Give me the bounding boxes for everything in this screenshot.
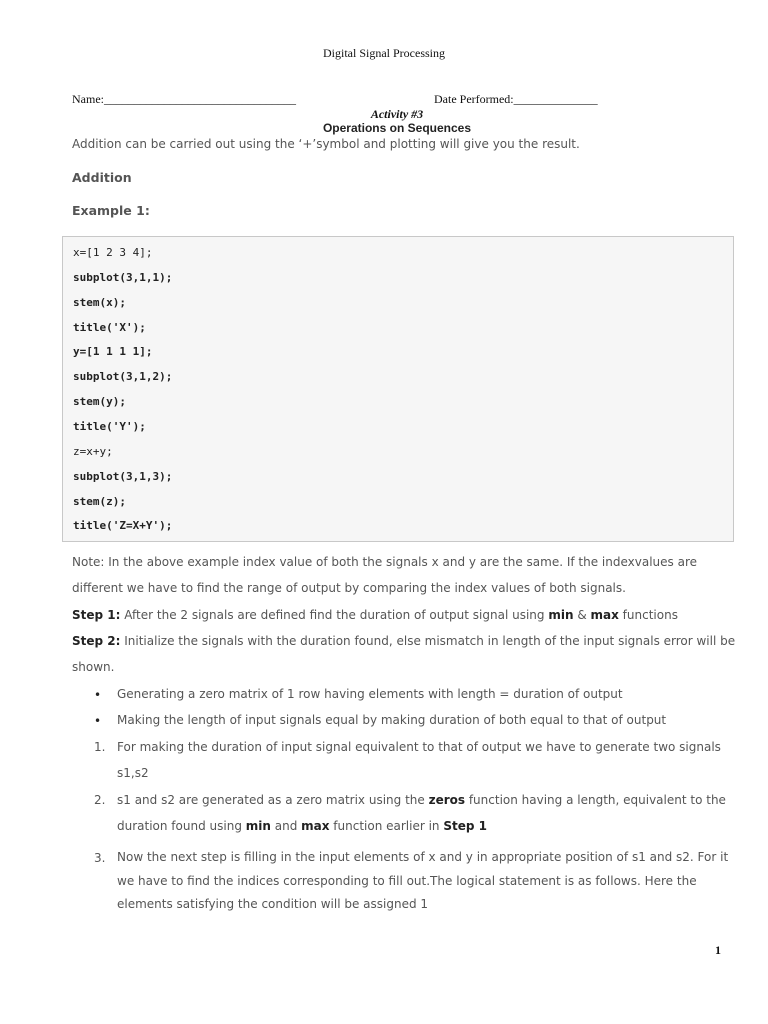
example-heading: Example 1: [72,203,150,218]
code-line: stem(z); [73,495,126,508]
step-1-reference: Step 1 [443,819,487,833]
code-line: stem(y); [73,395,126,408]
note-line-2: different we have to find the range of output by comparing the index values of both signals. [72,581,626,595]
document-title: Digital Signal Processing [323,46,445,60]
date-performed-field [434,92,598,107]
bullet-icon: • [94,688,102,702]
ampersand: & [573,608,591,622]
numbered-item-3-line-3: elements satisfying the condition will be assigned 1 [117,897,429,911]
activity-subtitle: Operations on Sequences [322,121,472,135]
code-block [62,236,734,542]
date-label: Date Performed: [434,92,514,106]
code-line: z=x+y; [73,445,113,458]
min-keyword: min [245,819,271,833]
numbered-item-2-line-1 [117,787,726,813]
item-2-text: duration found using [117,819,246,833]
step-2-label: Step 2: [72,634,121,648]
code-line: subplot(3,1,3); [73,470,173,483]
code-line: title('X'); [73,321,146,334]
code-line: stem(x); [73,296,126,309]
bullet-item: Generating a zero matrix of 1 row having elements with length = duration of output [117,687,623,701]
date-blank: ______________ [513,92,598,106]
max-keyword: max [301,819,330,833]
step-1-text: After the 2 signals are defined find the duration of output signal using [120,608,549,622]
item-2-text: s1 and s2 are generated as a zero matrix using the [117,793,429,807]
step-1-label: Step 1: [72,608,121,622]
code-line: title('Z=X+Y'); [73,519,173,532]
activity-number: Activity #3 [370,107,424,121]
list-number: 2. [94,793,106,807]
step-1-tail: functions [618,608,678,622]
bullet-item: Making the length of input signals equal by making duration of both equal to that of output [117,713,667,727]
step-2-continuation: shown. [72,660,115,674]
numbered-item-1-line-2: s1,s2 [117,766,149,780]
code-line: y=[1 1 1 1]; [73,345,153,358]
page-number: 1 [715,943,721,957]
code-line: title('Y'); [73,420,146,433]
step-2-paragraph [72,628,735,654]
numbered-item-2-line-2 [117,813,487,839]
zeros-keyword: zeros [428,793,466,807]
max-keyword: max [590,608,619,622]
name-blank: ________________________________ [104,92,296,106]
min-keyword: min [548,608,574,622]
item-2-text: function having a length, equivalent to the [465,793,726,807]
list-number: 1. [94,740,106,754]
name-field [72,92,296,107]
name-label: Name: [72,92,104,106]
step-2-text: Initialize the signals with the duration found, else mismatch in length of the input signals error will be [120,634,736,648]
code-line: subplot(3,1,2); [73,370,173,383]
code-line: x=[1 2 3 4]; [73,246,153,259]
intro-paragraph: Addition can be carried out using the ‘+’symbol and plotting will give you the result. [72,137,580,151]
numbered-item-3-line-1: Now the next step is filling in the input elements of x and y in appropriate position of s1 and s2. For it [117,850,729,864]
bullet-icon: • [94,714,102,728]
item-2-text: and [270,819,302,833]
numbered-item-1-line-1: For making the duration of input signal equivalent to that of output we have to generate two signals [117,740,721,754]
code-line: subplot(3,1,1); [73,271,173,284]
list-number: 3. [94,851,106,865]
note-line-1: Note: In the above example index value of both the signals x and y are the same. If the indexvalues are [72,555,698,569]
numbered-item-3-line-2: we have to find the indices corresponding to fill out.The logical statement is as follows. Here the [117,874,697,888]
item-2-text: function earlier in [329,819,444,833]
step-1-paragraph [72,602,678,628]
section-heading: Addition [72,170,132,185]
